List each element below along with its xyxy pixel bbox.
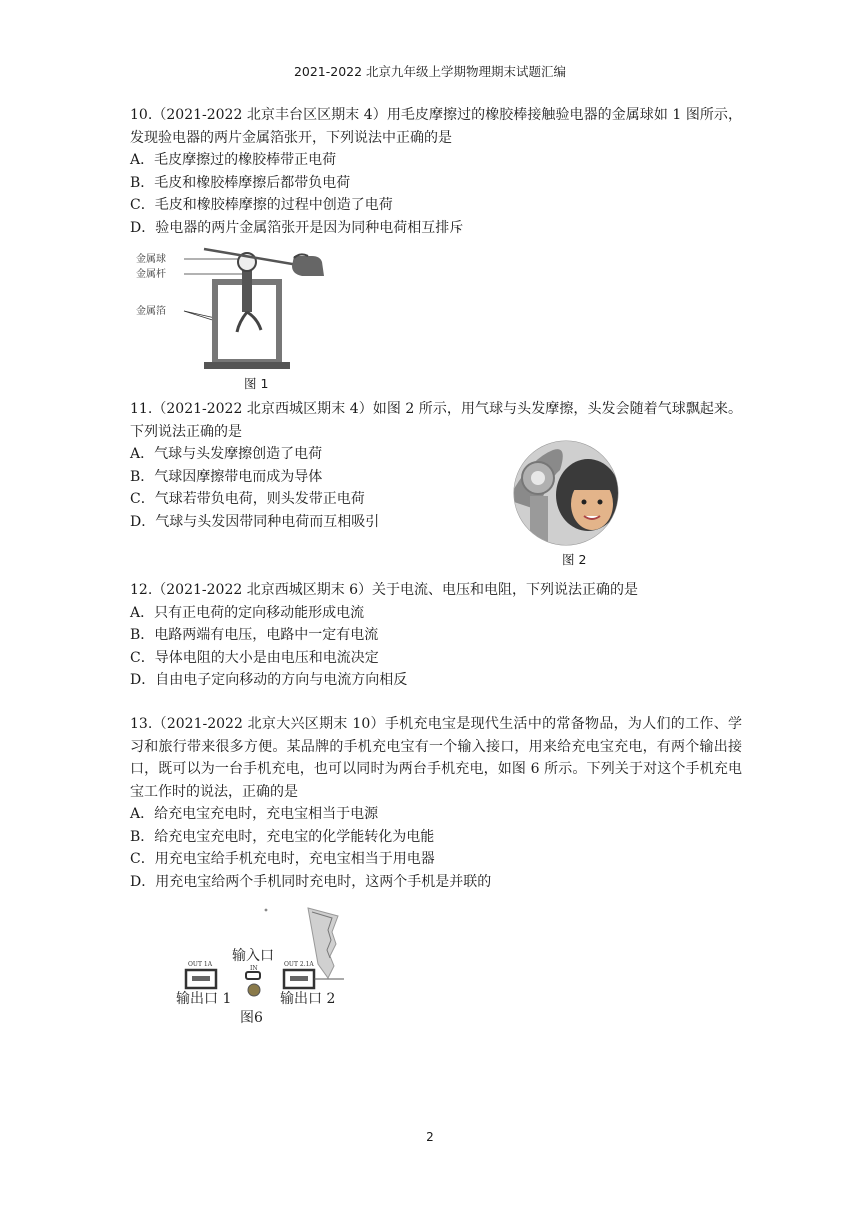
option-b: B．给充电宝充电时，充电宝的化学能转化为电能 (130, 828, 435, 845)
option-a: A．毛皮摩擦过的橡胶棒带正电荷 (130, 152, 337, 168)
option-c: C．气球若带负电荷，则头发带正电荷 (130, 491, 365, 507)
figure-label: 输出口 1 (176, 991, 232, 1007)
question-stem: 10.（2021-2022 北京丰台区区期末 4）用毛皮摩擦过的橡胶棒接触验电器的金属球如 1 图所示，发现验电器的两片金属箔张开，下列说法中正确的是 (130, 107, 742, 146)
question-stem: 13.（2021-2022 北京大兴区期末 10）手机充电宝是现代生活中的常备物品，为人们的工作、学习和旅行带来很多方便。某品牌的手机充电宝有一个输入接口，用来给充电宝充电，有两个输出接口，既可以为一台手机充电，也可以同时为两台手机充电，如图 6 所示。下列关于对这个手机充电宝工作时的说法，正确的是 (130, 716, 742, 800)
option-a: A．给充电宝充电时，充电宝相当于电源 (130, 806, 379, 822)
option-a: A．气球与头发摩擦创造了电荷 (130, 446, 323, 462)
option-c: C．导体电阻的大小是由电压和电流决定 (130, 649, 379, 666)
figure-label: 输入口 (232, 948, 274, 964)
port-marking: IN (250, 965, 258, 972)
figure-label: 输出口 2 (280, 991, 336, 1007)
figure-caption: 图6 (240, 1010, 263, 1026)
balloon-hair-photo (508, 440, 624, 546)
option-c: C．用充电宝给手机充电时，充电宝相当于用电器 (130, 851, 435, 867)
page-header: 2021-2022 北京九年级上学期物理期末试题汇编 (293, 64, 567, 79)
port-marking: OUT 2.1A (284, 961, 314, 968)
option-d: D．用充电宝给两个手机同时充电时，这两个手机是并联的 (130, 873, 492, 890)
electroscope-figure (134, 246, 354, 370)
question-13 (130, 713, 742, 893)
option-b: B．毛皮和橡胶棒摩擦后都带负电荷 (130, 174, 351, 191)
question-stem: 11.（2021-2022 北京西城区期末 4）如图 2 所示，用气球与头发摩擦，头发会随着气球飘起来。下列说法正确的是 (130, 401, 742, 440)
option-d: D．气球与头发因带同种电荷而互相吸引 (130, 513, 380, 530)
power-bank-figure (172, 904, 362, 1028)
option-d: D．验电器的两片金属箔张开是因为同种电荷相互排斥 (130, 219, 464, 236)
figure-caption: 图 2 (562, 552, 587, 567)
option-b: B．气球因摩擦带电而成为导体 (130, 468, 323, 485)
port-marking: OUT 1A (188, 961, 213, 968)
page-number: 2 (426, 1130, 434, 1144)
figure-label: 金属球 (136, 254, 166, 265)
option-d: D．自由电子定向移动的方向与电流方向相反 (130, 672, 408, 688)
figure-caption: 图 1 (244, 376, 269, 391)
question-10 (130, 104, 742, 239)
option-c: C．毛皮和橡胶棒摩擦的过程中创造了电荷 (130, 197, 393, 213)
question-stem: 12.（2021-2022 北京西城区期末 6）关于电流、电压和电阻，下列说法正确的是 (130, 582, 639, 598)
option-b: B．电路两端有电压，电路中一定有电流 (130, 627, 379, 643)
figure-label: 金属箔 (136, 306, 166, 317)
question-12 (130, 579, 742, 692)
option-a: A．只有正电荷的定向移动能形成电流 (130, 604, 365, 621)
question-11 (130, 398, 742, 533)
figure-label: 金属杆 (136, 269, 166, 280)
